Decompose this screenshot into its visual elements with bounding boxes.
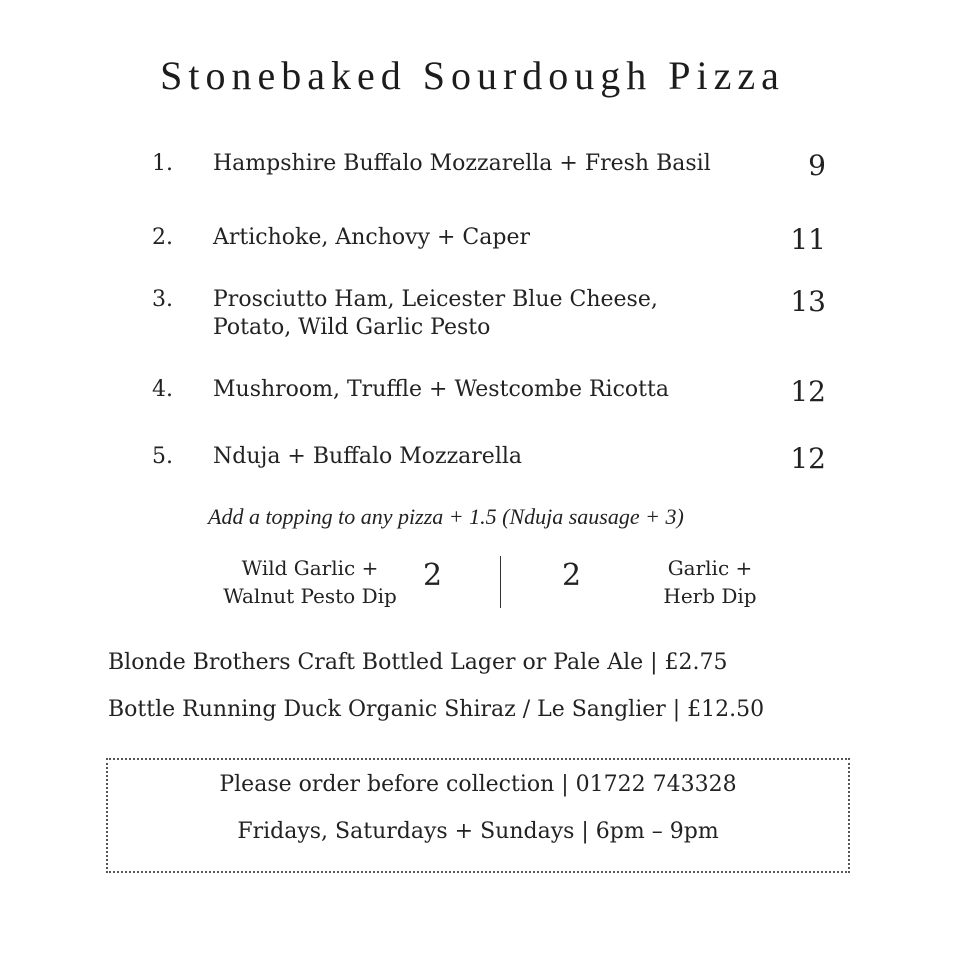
dip-name-line: Walnut Pesto Dip xyxy=(223,584,397,608)
dip-garlic-herb xyxy=(640,554,780,610)
item-number: 1. xyxy=(152,151,173,176)
dip-price: 2 xyxy=(423,558,443,593)
dip-divider xyxy=(500,556,501,608)
menu-title: Stonebaked Sourdough Pizza xyxy=(160,53,785,98)
item-price: 12 xyxy=(790,375,826,408)
item-name: Artichoke, Anchovy + Caper xyxy=(213,225,530,250)
item-number: 5. xyxy=(152,444,173,469)
item-name: Nduja + Buffalo Mozzarella xyxy=(213,444,523,469)
drink-item: Bottle Running Duck Organic Shiraz / Le Sanglier | £12.50 xyxy=(108,697,765,722)
item-number: 3. xyxy=(152,287,173,312)
item-name: Mushroom, Truffle + Westcombe Ricotta xyxy=(213,377,669,402)
dip-price: 2 xyxy=(562,558,582,593)
item-name: Prosciutto Ham, Leicester Blue Cheese, Potato, Wild Garlic Pesto xyxy=(213,287,658,340)
item-price: 11 xyxy=(790,223,826,256)
dip-name-line: Wild Garlic + xyxy=(241,556,379,580)
dip-name-line: Herb Dip xyxy=(663,584,757,608)
topping-note: Add a topping to any pizza + 1.5 (Nduja sausage + 3) xyxy=(208,504,684,529)
item-price: 9 xyxy=(808,149,826,182)
item-price: 13 xyxy=(790,285,826,318)
order-info-box xyxy=(106,758,850,873)
item-price: 12 xyxy=(790,442,826,475)
item-number: 4. xyxy=(152,377,173,402)
order-line: Please order before collection | 01722 743328 xyxy=(219,772,737,797)
item-name: Hampshire Buffalo Mozzarella + Fresh Basil xyxy=(213,151,711,176)
drink-item: Blonde Brothers Craft Bottled Lager or Pale Ale | £2.75 xyxy=(108,650,728,675)
dip-name-line: Garlic + xyxy=(667,556,753,580)
item-number: 2. xyxy=(152,225,173,250)
dip-wild-garlic xyxy=(210,554,410,610)
hours-line: Fridays, Saturdays + Sundays | 6pm – 9pm xyxy=(237,819,719,844)
